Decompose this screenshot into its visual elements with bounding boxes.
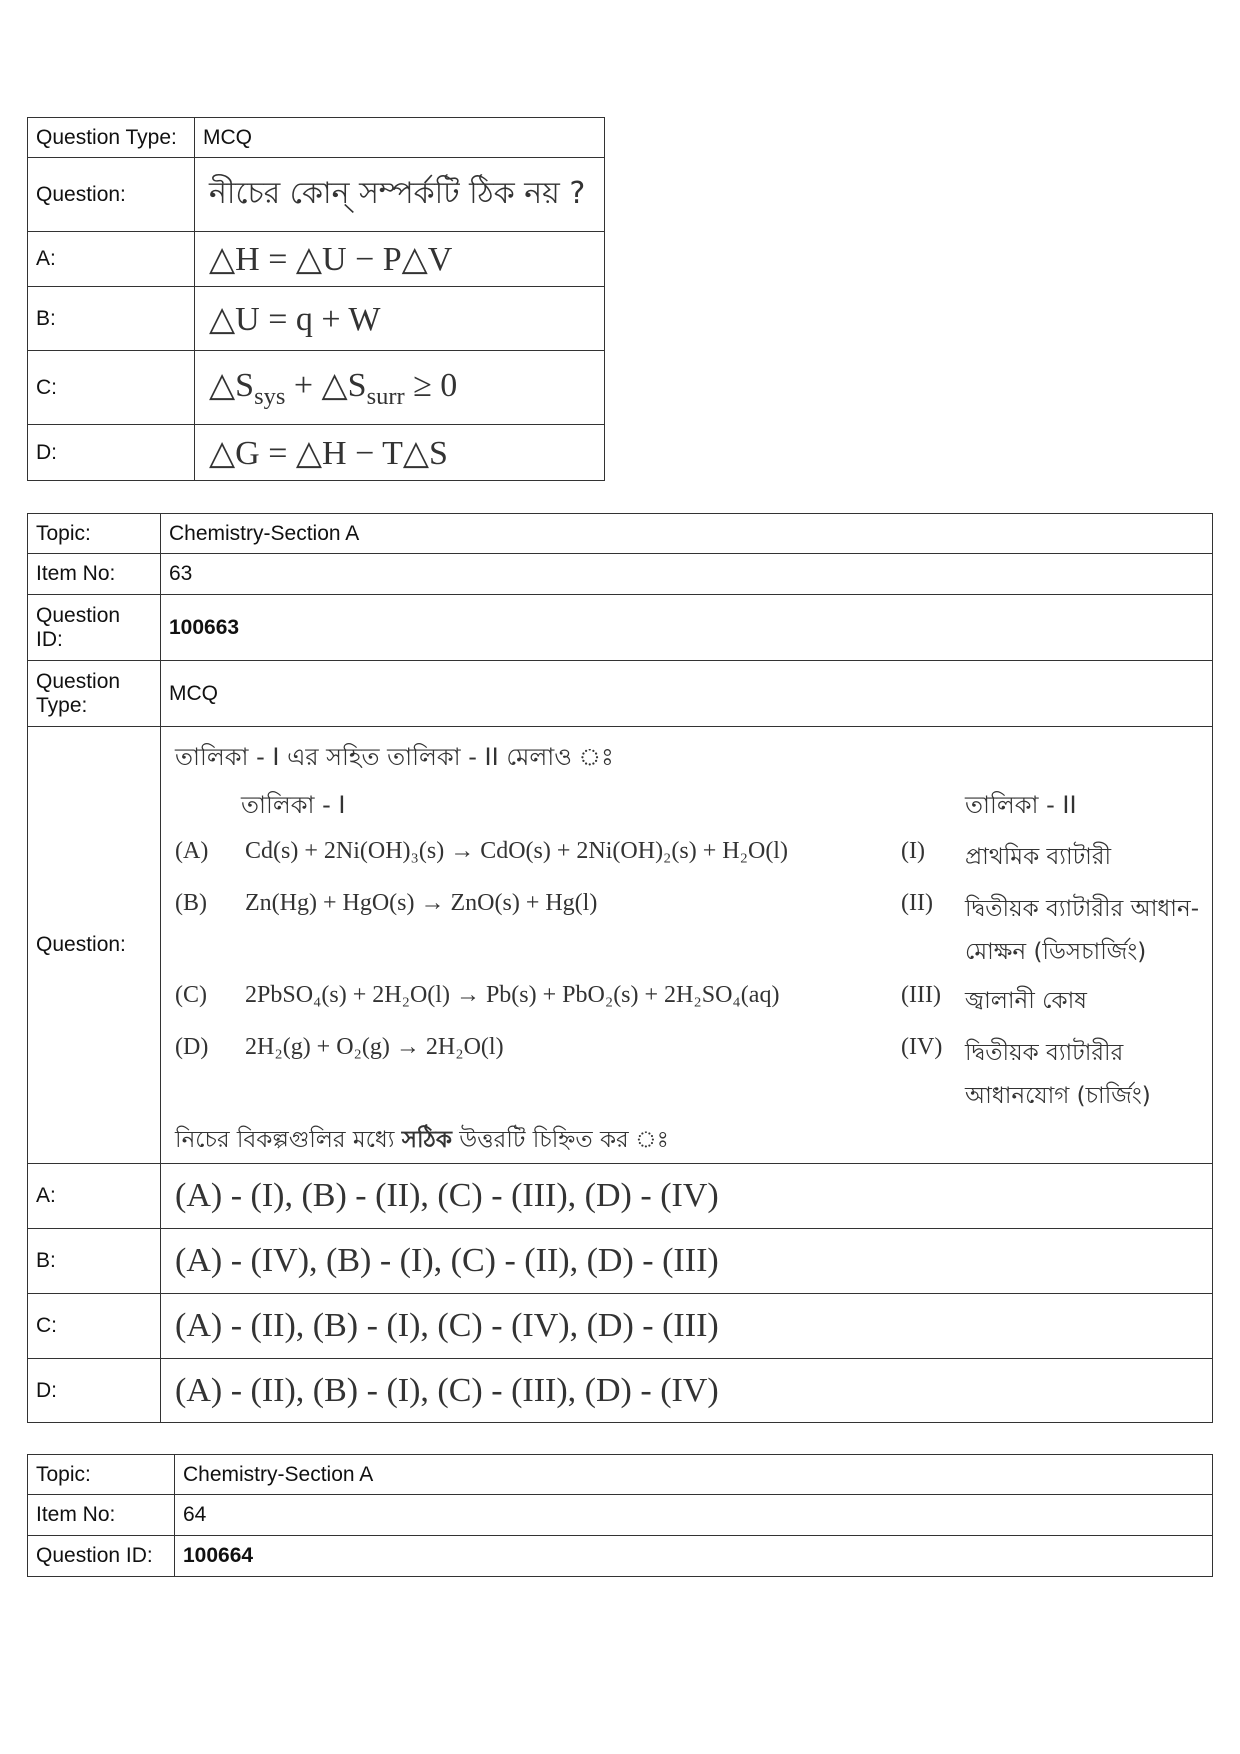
item-no-value: 64	[175, 1495, 1213, 1536]
match-footer-post: উত্তরটি চিহ্নিত কর ঃ	[451, 1127, 669, 1153]
row-d-num: (IV)	[901, 1034, 943, 1060]
option-b-text: △U = q + W	[195, 287, 605, 351]
row-b-desc-line-2: মোক্ষন (ডিসচার্জিং)	[965, 939, 1147, 965]
option-d-label: D:	[28, 425, 195, 481]
question-type-label: Question Type:	[28, 661, 161, 727]
option-a-label: A:	[28, 1164, 161, 1229]
item-no-value: 63	[161, 554, 1213, 595]
row-b-key: (B)	[175, 890, 207, 916]
row-c-desc: জ্বালানী কোষ	[965, 988, 1087, 1014]
option-c-part-1: △S	[209, 366, 255, 404]
question-block-3	[27, 1454, 1213, 1577]
list-2-header: তালিকা - II	[965, 791, 1077, 819]
match-footer	[175, 1121, 669, 1160]
match-footer-bold: সঠিক	[401, 1127, 452, 1153]
option-a-label: A:	[28, 232, 195, 287]
option-d-text: △G = △H − T△S	[195, 425, 605, 481]
row-b-num: (II)	[901, 890, 933, 916]
option-a-text: (A) - (I), (B) - (II), (C) - (III), (D) - (IV)	[161, 1164, 1213, 1229]
topic-value: Chemistry-Section A	[161, 514, 1213, 554]
row-c-num: (III)	[901, 982, 941, 1008]
row-d-desc-line-2: আধানযোগ (চার্জিং)	[965, 1083, 1151, 1109]
question-id-label: Question ID:	[28, 1536, 175, 1577]
question-text: নীচের কোন্ সম্পর্কটি ঠিক নয় ?	[195, 158, 605, 232]
question-label: Question:	[28, 158, 195, 232]
row-c-key: (C)	[175, 982, 207, 1008]
option-c-label: C:	[28, 1294, 161, 1359]
row-a-key: (A)	[175, 838, 209, 864]
option-c-label: C:	[28, 351, 195, 425]
option-c-text: (A) - (II), (B) - (I), (C) - (IV), (D) - (III)	[161, 1294, 1213, 1359]
option-c-sub-1: sys	[254, 382, 286, 410]
question-type-value: MCQ	[161, 661, 1213, 727]
topic-label: Topic:	[28, 1455, 175, 1495]
match-intro: তালিকা - I এর সহিত তালিকা - II মেলাও ঃ	[175, 743, 614, 771]
option-b-label: B:	[28, 287, 195, 351]
option-c-text	[195, 351, 605, 425]
row-d-key: (D)	[175, 1034, 209, 1060]
topic-value: Chemistry-Section A	[175, 1455, 1213, 1495]
item-no-label: Item No:	[28, 554, 161, 595]
option-c-part-2: + △S	[285, 366, 367, 404]
row-b-equation: Zn(Hg) + HgO(s) → ZnO(s) + Hg(l)	[245, 890, 598, 916]
match-footer-pre: নিচের বিকল্পগুলির মধ্যে	[175, 1127, 402, 1153]
row-c-equation: 2PbSO₄(s) + 2H₂O(l) → Pb(s) + PbO₂(s) + 2H₂SO₄(aq)	[245, 982, 780, 1008]
topic-label: Topic:	[28, 514, 161, 554]
option-b-text: (A) - (IV), (B) - (I), (C) - (II), (D) - (III)	[161, 1229, 1213, 1294]
list-1-header: তালিকা - I	[241, 791, 346, 819]
question-type-label: Question Type:	[28, 118, 195, 158]
question-id-label: Question ID:	[28, 595, 161, 661]
question-block-1	[27, 117, 605, 481]
row-b-desc-line-1: দ্বিতীয়ক ব্যাটারীর আধান-	[965, 896, 1199, 922]
match-question	[161, 727, 1213, 1164]
row-a-desc: প্রাথমিক ব্যাটারী	[965, 844, 1112, 870]
row-a-num: (I)	[901, 838, 925, 864]
row-d-desc-line-1: দ্বিতীয়ক ব্যাটারীর	[965, 1040, 1124, 1066]
item-no-label: Item No:	[28, 1495, 175, 1536]
question-type-value: MCQ	[195, 118, 605, 158]
row-a-equation: Cd(s) + 2Ni(OH)₃(s) → CdO(s) + 2Ni(OH)₂(s) + H₂O(l)	[245, 838, 788, 864]
question-id-value: 100663	[161, 595, 1213, 661]
question-block-2	[27, 513, 1213, 1423]
question-id-value: 100664	[175, 1536, 1213, 1577]
option-d-label: D:	[28, 1359, 161, 1423]
option-b-label: B:	[28, 1229, 161, 1294]
question-label: Question:	[28, 727, 161, 1164]
option-d-text: (A) - (II), (B) - (I), (C) - (III), (D) - (IV)	[161, 1359, 1213, 1423]
option-a-text: △H = △U − P△V	[195, 232, 605, 287]
option-c-part-3: ≥ 0	[404, 366, 458, 404]
row-d-equation: 2H₂(g) + O₂(g) → 2H₂O(l)	[245, 1034, 504, 1060]
option-c-sub-2: surr	[366, 382, 405, 410]
